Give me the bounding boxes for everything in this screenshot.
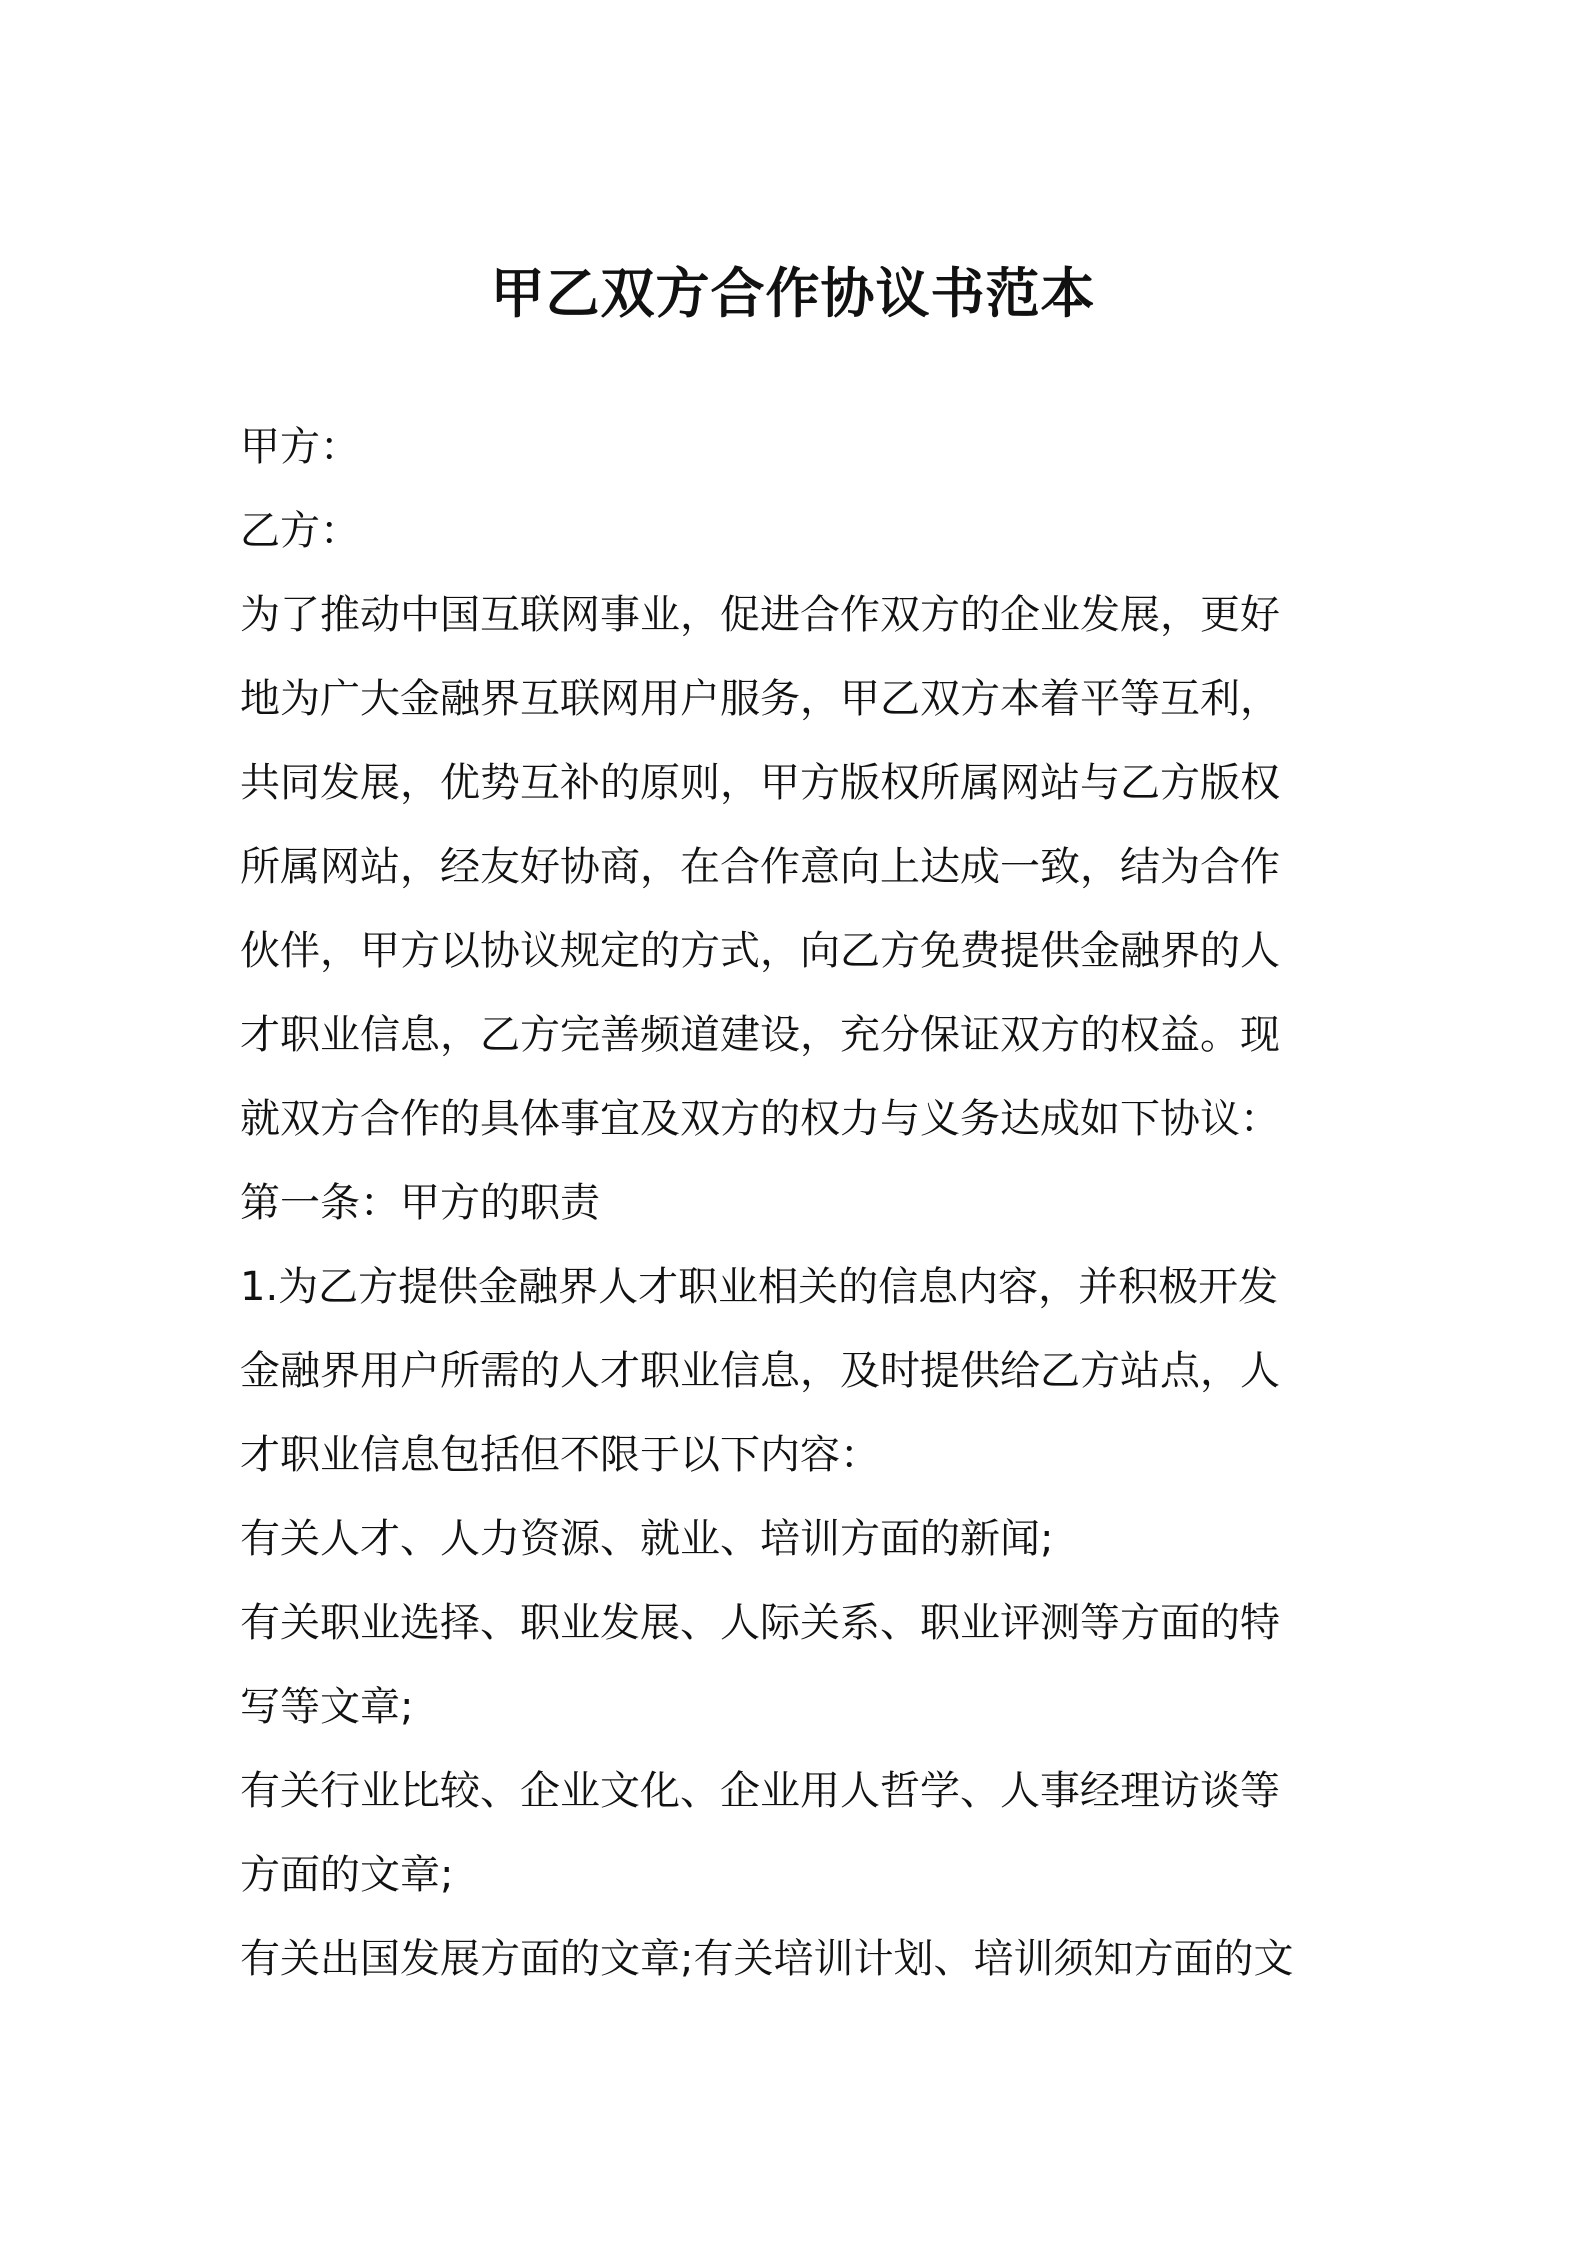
text-line: 为了推动中国互联网事业，促进合作双方的企业发展，更好: [240, 592, 1280, 638]
text-line: 地为广大金融界互联网用户服务，甲乙双方本着平等互利，: [240, 676, 1280, 722]
text-line: 才职业信息，乙方完善频道建设，充分保证双方的权益。现: [240, 1012, 1280, 1058]
text-line: 甲方：: [240, 424, 360, 470]
text-line: 伙伴，甲方以协议规定的方式，向乙方免费提供金融界的人: [240, 928, 1280, 974]
text-line: 所属网站，经友好协商，在合作意向上达成一致，结为合作: [240, 844, 1280, 890]
section-heading: 第一条：甲方的职责: [240, 1180, 600, 1226]
text-line: 就双方合作的具体事宜及双方的权力与义务达成如下协议：: [240, 1096, 1280, 1142]
text-line: 才职业信息包括但不限于以下内容：: [240, 1432, 880, 1478]
text-line: 方面的文章;: [240, 1852, 454, 1898]
document-title: 甲乙双方合作协议书范本: [490, 262, 1096, 325]
text-line: 1.为乙方提供金融界人才职业相关的信息内容，并积极开发: [240, 1264, 1279, 1310]
text-line: 有关行业比较、企业文化、企业用人哲学、人事经理访谈等: [240, 1768, 1280, 1814]
text-line: 有关出国发展方面的文章;有关培训计划、培训须知方面的文: [240, 1936, 1294, 1982]
text-line: 金融界用户所需的人才职业信息，及时提供给乙方站点，人: [240, 1348, 1280, 1394]
document-body: [240, 405, 1360, 2001]
text-line: 乙方：: [240, 508, 360, 554]
text-line: 写等文章;: [240, 1684, 414, 1730]
text-line: 有关人才、人力资源、就业、培训方面的新闻;: [240, 1516, 1054, 1562]
text-line: 共同发展，优势互补的原则，甲方版权所属网站与乙方版权: [240, 760, 1280, 806]
text-line: 有关职业选择、职业发展、人际关系、职业评测等方面的特: [240, 1600, 1280, 1646]
